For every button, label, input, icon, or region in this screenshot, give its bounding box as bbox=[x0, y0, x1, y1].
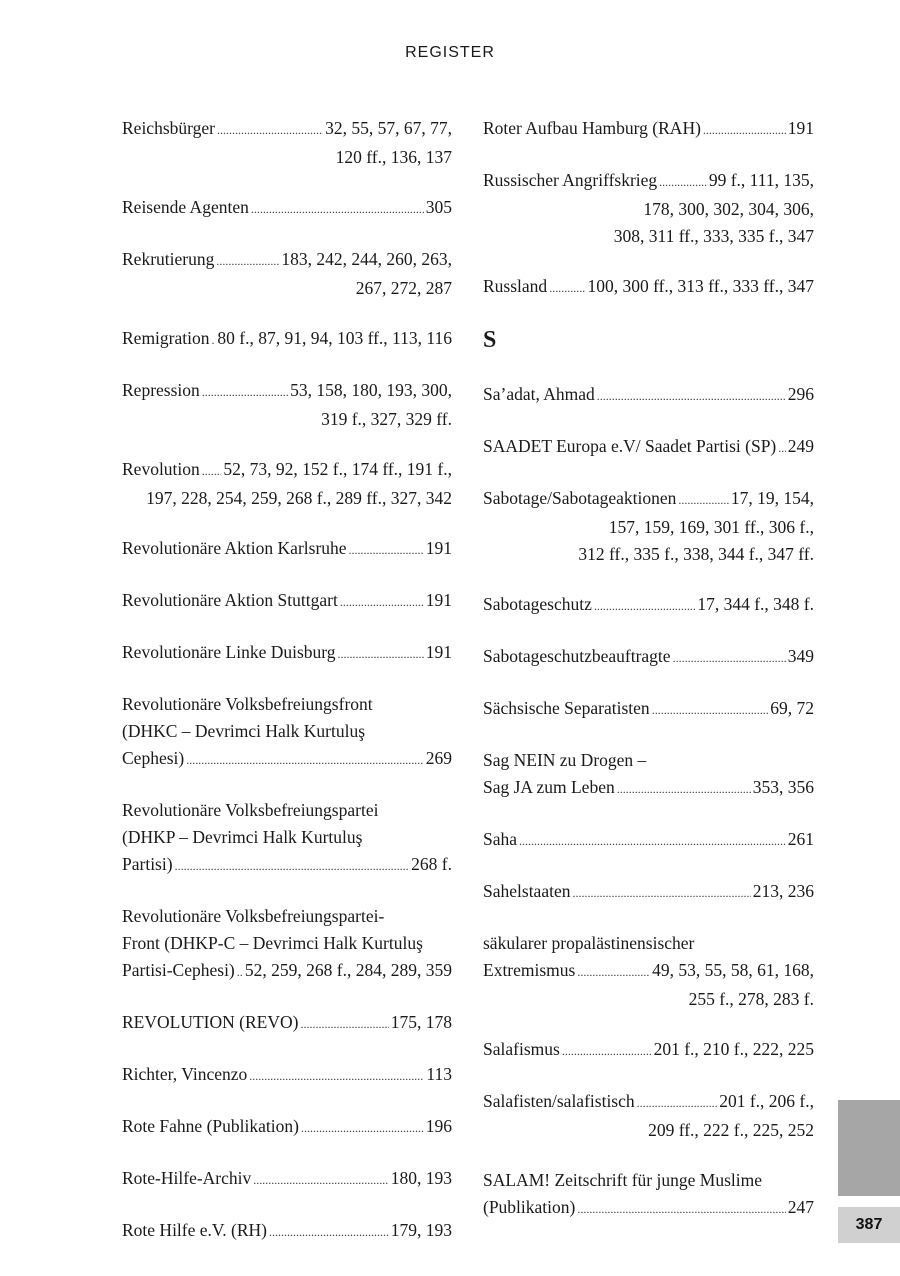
index-entry bbox=[122, 587, 452, 616]
page-number: 387 bbox=[838, 1207, 900, 1243]
entry-pages: 53, 158, 180, 193, 300, bbox=[290, 380, 452, 400]
entry-line bbox=[122, 456, 452, 485]
entry-term: Sahelstaaten bbox=[483, 881, 571, 901]
leader-dots bbox=[562, 1036, 652, 1065]
entry-term-line: (DHKC – Devrimci Halk Kurtuluş bbox=[122, 721, 366, 741]
entry-line bbox=[122, 194, 452, 223]
leader-dots bbox=[594, 591, 695, 620]
entry-line bbox=[122, 1113, 452, 1142]
entry-line bbox=[483, 485, 814, 514]
index-entry bbox=[483, 695, 814, 724]
leader-dots bbox=[519, 826, 786, 855]
index-entry bbox=[122, 456, 452, 512]
entry-pages: 249 bbox=[787, 436, 814, 456]
entry-pages: 201 f., 206 f., bbox=[719, 1091, 814, 1111]
entry-pages-continued: 255 f., 278, 283 f. bbox=[688, 989, 814, 1009]
running-header: REGISTER bbox=[405, 44, 495, 61]
index-entry bbox=[483, 1088, 814, 1144]
entry-pages: 191 bbox=[425, 642, 452, 662]
leader-dots bbox=[269, 1217, 389, 1246]
entry-line bbox=[483, 695, 814, 724]
entry-term: Revolutionäre Aktion Stuttgart bbox=[122, 590, 338, 610]
entry-pages-continued: 157, 159, 169, 301 ff., 306 f., bbox=[608, 517, 814, 537]
entry-term: Russischer Angriffskrieg bbox=[483, 170, 658, 190]
entry-pages-continued: 308, 311 ff., 333, 335 f., 347 bbox=[613, 226, 814, 246]
index-entry bbox=[483, 591, 814, 620]
entry-term: Sächsische Separatisten bbox=[483, 698, 650, 718]
entry-line bbox=[483, 878, 814, 907]
entry-term-line: SALAM! Zeitschrift für junge Muslime bbox=[483, 1170, 762, 1190]
entry-line bbox=[483, 591, 814, 620]
leader-dots bbox=[202, 377, 288, 406]
entry-pages: 191 bbox=[425, 538, 452, 558]
entry-line bbox=[122, 115, 452, 144]
entry-line bbox=[122, 377, 452, 406]
index-entry bbox=[122, 535, 452, 564]
index-entry bbox=[483, 381, 814, 410]
index-column-left bbox=[122, 115, 452, 1269]
entry-term: Revolutionäre Linke Duisburg bbox=[122, 642, 336, 662]
entry-line bbox=[483, 433, 814, 462]
entry-line bbox=[483, 1036, 814, 1065]
entry-term-line: Revolutionäre Volksbefreiungspartei bbox=[122, 800, 379, 820]
entry-term: Salafismus bbox=[483, 1039, 560, 1059]
index-entry bbox=[483, 878, 814, 907]
entry-term: Revolutionäre Aktion Karlsruhe bbox=[122, 538, 347, 558]
index-entry bbox=[122, 1009, 452, 1038]
entry-pages: 247 bbox=[787, 1197, 814, 1217]
entry-term: Saha bbox=[483, 829, 518, 849]
entry-line bbox=[122, 1165, 452, 1194]
index-entry bbox=[122, 246, 452, 302]
entry-line bbox=[122, 639, 452, 668]
index-entry bbox=[122, 325, 452, 354]
entry-term-line: Revolutionäre Volksbefreiungsfront bbox=[122, 694, 373, 714]
index-entry bbox=[122, 691, 452, 774]
entry-term: Russland bbox=[483, 276, 548, 296]
entry-pages: 349 bbox=[787, 646, 814, 666]
entry-pages: 296 bbox=[787, 384, 814, 404]
entry-pages: 180, 193 bbox=[390, 1168, 452, 1188]
entry-term: Sa’adat, Ahmad bbox=[483, 384, 595, 404]
leader-dots bbox=[549, 273, 585, 302]
entry-pages: 17, 19, 154, bbox=[730, 488, 814, 508]
leader-dots bbox=[175, 851, 410, 880]
index-group-s bbox=[483, 381, 814, 1223]
index-entry bbox=[483, 930, 814, 1013]
index-entry bbox=[122, 194, 452, 223]
entry-pages: 100, 300 ff., 313 ff., 333 ff., 347 bbox=[587, 276, 814, 296]
entry-pages: 99 f., 111, 135, bbox=[708, 170, 814, 190]
entry-term: Partisi) bbox=[122, 854, 173, 874]
entry-term: Extremismus bbox=[483, 960, 576, 980]
index-entry bbox=[483, 273, 814, 302]
entry-pages-continued: 319 f., 327, 329 ff. bbox=[321, 409, 452, 429]
entry-term: Rekrutierung bbox=[122, 249, 215, 269]
entry-term: REVOLUTION (REVO) bbox=[122, 1012, 299, 1032]
entry-pages-continued: 267, 272, 287 bbox=[355, 278, 452, 298]
entry-line bbox=[483, 826, 814, 855]
entry-line bbox=[122, 1009, 452, 1038]
entry-pages: 80 f., 87, 91, 94, 103 ff., 113, 116 bbox=[217, 328, 452, 348]
entry-line bbox=[122, 745, 452, 774]
entry-line bbox=[122, 1061, 452, 1090]
leader-dots bbox=[349, 535, 424, 564]
entry-term: (Publikation) bbox=[483, 1197, 576, 1217]
index-entry bbox=[483, 1036, 814, 1065]
leader-dots bbox=[652, 695, 769, 724]
entry-pages: 32, 55, 57, 67, 77, bbox=[325, 118, 452, 138]
leader-dots bbox=[597, 381, 786, 410]
entry-pages: 179, 193 bbox=[390, 1220, 452, 1240]
entry-term: Salafisten/salafistisch bbox=[483, 1091, 635, 1111]
entry-pages: 113 bbox=[426, 1064, 452, 1084]
entry-pages: 183, 242, 244, 260, 263, bbox=[281, 249, 452, 269]
index-entry bbox=[483, 643, 814, 672]
entry-term: Roter Aufbau Hamburg (RAH) bbox=[483, 118, 701, 138]
entry-term: Remigration bbox=[122, 328, 210, 348]
leader-dots bbox=[703, 115, 786, 144]
entry-pages-continued: 209 ff., 222 f., 225, 252 bbox=[648, 1120, 814, 1140]
entry-pages: 175, 178 bbox=[390, 1012, 452, 1032]
index-entry bbox=[122, 377, 452, 433]
index-entry bbox=[122, 903, 452, 986]
entry-pages: 17, 344 f., 348 f. bbox=[697, 594, 814, 614]
entry-line bbox=[122, 851, 452, 880]
leader-dots bbox=[577, 1194, 785, 1223]
leader-dots bbox=[202, 456, 222, 485]
leader-dots bbox=[251, 194, 424, 223]
index-entry bbox=[122, 1217, 452, 1246]
leader-dots bbox=[237, 957, 243, 986]
entry-term-line: Sag NEIN zu Drogen – bbox=[483, 750, 647, 770]
entry-pages: 353, 356 bbox=[752, 777, 814, 797]
index-entry bbox=[483, 826, 814, 855]
leader-dots bbox=[340, 587, 424, 616]
entry-term: Sabotageschutz bbox=[483, 594, 592, 614]
index-entry bbox=[122, 1165, 452, 1194]
entry-pages: 191 bbox=[425, 590, 452, 610]
index-entry bbox=[122, 1113, 452, 1142]
entry-pages: 213, 236 bbox=[752, 881, 814, 901]
leader-dots bbox=[249, 1061, 424, 1090]
entry-line bbox=[122, 957, 452, 986]
index-entry bbox=[122, 115, 452, 171]
leader-dots bbox=[678, 485, 728, 514]
section-letter: S bbox=[483, 327, 497, 353]
entry-pages: 305 bbox=[425, 197, 452, 217]
entry-line bbox=[483, 957, 814, 986]
entry-pages: 52, 73, 92, 152 f., 174 ff., 191 f., bbox=[223, 459, 452, 479]
entry-term: Repression bbox=[122, 380, 200, 400]
leader-dots bbox=[186, 745, 424, 774]
entry-term-line: (DHKP – Devrimci Halk Kurtuluş bbox=[122, 827, 363, 847]
entry-line bbox=[122, 246, 452, 275]
entry-term-line: säkularer propalästinensischer bbox=[483, 933, 695, 953]
leader-dots bbox=[253, 1165, 388, 1194]
entry-pages: 269 bbox=[425, 748, 452, 768]
entry-term: SAADET Europa e.V/ Saadet Partisi (SP) bbox=[483, 436, 777, 456]
entry-term: Sag JA zum Leben bbox=[483, 777, 615, 797]
entry-pages-continued: 178, 300, 302, 304, 306, bbox=[643, 199, 814, 219]
entry-term-line: Revolutionäre Volksbefreiungspartei- bbox=[122, 906, 385, 926]
leader-dots bbox=[217, 115, 323, 144]
leader-dots bbox=[617, 774, 751, 803]
index-entry bbox=[483, 1167, 814, 1223]
entry-line bbox=[483, 1088, 814, 1117]
leader-dots bbox=[338, 639, 424, 668]
entry-pages-continued: 120 ff., 136, 137 bbox=[335, 147, 452, 167]
index-entry bbox=[122, 797, 452, 880]
entry-pages: 196 bbox=[425, 1116, 452, 1136]
leader-dots bbox=[637, 1088, 718, 1117]
entry-term: Rote-Hilfe-Archiv bbox=[122, 1168, 252, 1188]
leader-dots bbox=[778, 433, 785, 462]
leader-dots bbox=[301, 1113, 424, 1142]
leader-dots bbox=[211, 325, 215, 354]
leader-dots bbox=[300, 1009, 388, 1038]
entry-term: Rote Hilfe e.V. (RH) bbox=[122, 1220, 267, 1240]
entry-term: Reisende Agenten bbox=[122, 197, 249, 217]
entry-pages: 49, 53, 55, 58, 61, 168, bbox=[652, 960, 814, 980]
index-group-r bbox=[483, 115, 814, 302]
entry-term: Revolution bbox=[122, 459, 200, 479]
entry-line bbox=[483, 381, 814, 410]
leader-dots bbox=[572, 878, 750, 907]
entry-term: Partisi-Cephesi) bbox=[122, 960, 235, 980]
entry-line bbox=[122, 587, 452, 616]
entry-line bbox=[483, 774, 814, 803]
entry-pages: 201 f., 210 f., 222, 225 bbox=[653, 1039, 814, 1059]
entry-line bbox=[122, 1217, 452, 1246]
leader-dots bbox=[216, 246, 279, 275]
index-column-right bbox=[483, 115, 814, 1246]
index-entry bbox=[483, 167, 814, 250]
index-entry bbox=[122, 639, 452, 668]
entry-line bbox=[483, 273, 814, 302]
entry-term: Sabotage/Sabotageaktionen bbox=[483, 488, 677, 508]
entry-line bbox=[483, 1194, 814, 1223]
entry-line bbox=[483, 167, 814, 196]
index-entry bbox=[483, 115, 814, 144]
entry-term: Sabotageschutzbeauftragte bbox=[483, 646, 671, 666]
entry-pages-continued: 197, 228, 254, 259, 268 f., 289 ff., 327, 342 bbox=[146, 488, 452, 508]
entry-pages: 191 bbox=[787, 118, 814, 138]
entry-term: Rote Fahne (Publikation) bbox=[122, 1116, 299, 1136]
leader-dots bbox=[659, 167, 707, 196]
entry-line bbox=[122, 535, 452, 564]
index-entry bbox=[483, 485, 814, 568]
entry-pages: 261 bbox=[787, 829, 814, 849]
entry-pages: 268 f. bbox=[411, 854, 452, 874]
thumb-index-tab bbox=[838, 1100, 900, 1196]
leader-dots bbox=[673, 643, 786, 672]
entry-line bbox=[483, 643, 814, 672]
index-entry bbox=[483, 433, 814, 462]
entry-line bbox=[122, 325, 452, 354]
index-entry bbox=[122, 1061, 452, 1090]
index-entry bbox=[483, 747, 814, 803]
leader-dots bbox=[577, 957, 650, 986]
entry-line bbox=[483, 115, 814, 144]
entry-pages: 52, 259, 268 f., 284, 289, 359 bbox=[244, 960, 452, 980]
entry-term: Richter, Vincenzo bbox=[122, 1064, 248, 1084]
entry-term: Reichsbürger bbox=[122, 118, 215, 138]
entry-term: Cephesi) bbox=[122, 748, 185, 768]
entry-pages-continued: 312 ff., 335 f., 338, 344 f., 347 ff. bbox=[578, 544, 814, 564]
entry-pages: 69, 72 bbox=[770, 698, 814, 718]
entry-term-line: Front (DHKP-C – Devrimci Halk Kurtuluş bbox=[122, 933, 423, 953]
